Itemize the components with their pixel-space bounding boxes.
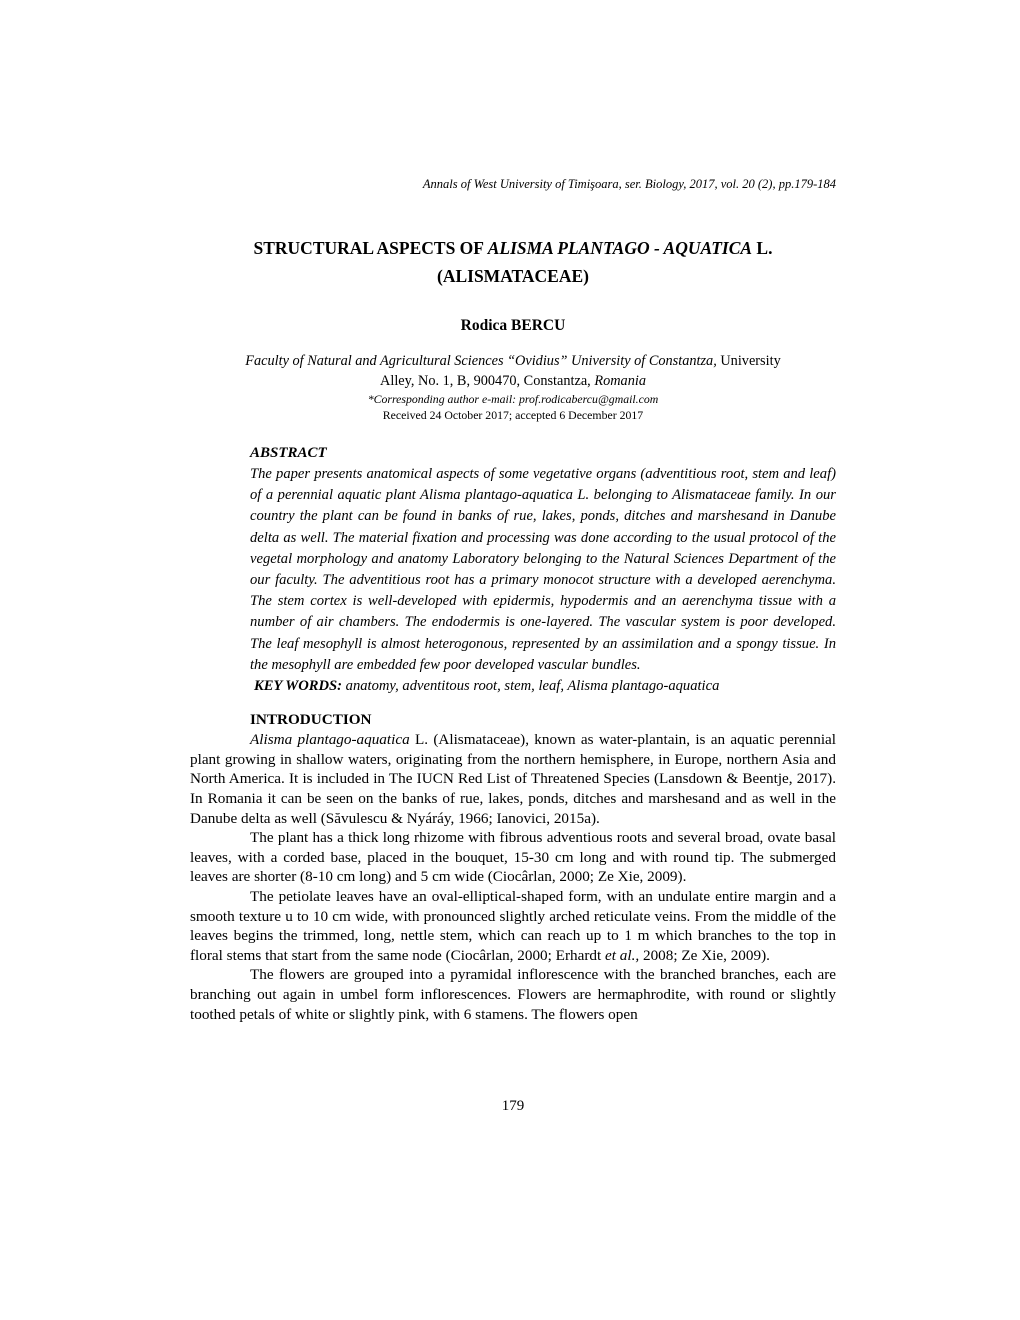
introduction-heading: INTRODUCTION xyxy=(250,711,372,729)
page-number: 179 xyxy=(501,1098,525,1114)
abstract-heading: ABSTRACT xyxy=(250,445,327,461)
keywords-line xyxy=(250,676,836,697)
page-content xyxy=(190,0,836,1024)
intro-paragraph-4: The flowers are grouped into a pyramidal inflorescence with the branched branches, each are branching out again in umbel form inflorescences. Flowers are hermaphrodite, with round or slightly toothed petals of white or slightly pink, with 6 stamens. The flowers open xyxy=(190,966,836,1023)
paper-title xyxy=(190,234,836,290)
affiliation-block xyxy=(190,352,836,423)
journal-citation: Annals of West University of Timişoara, ser. Biology, 2017, vol. 20 (2), pp.179-184 xyxy=(422,177,836,191)
keywords-text: anatomy, adventitous root, stem, leaf, Alisma plantago-aquatica xyxy=(342,678,720,695)
received-accepted-line: Received 24 October 2017; accepted 6 December 2017 xyxy=(382,408,644,422)
corresponding-author-email: *Corresponding author e-mail: prof.rodicabercu@gmail.com xyxy=(367,392,659,406)
affiliation-line1: Faculty of Natural and Agricultural Sciences “Ovidius” University of Constantza, University xyxy=(245,353,781,369)
intro-paragraph-1: Alisma plantago-aquatica L. (Alismataceae), known as water-plantain, is an aquatic perennial plant growing in shallow waters, originating from the northern hemisphere, in Europe, northern Asia and North America. It is included in The IUCN Red List of Threatened Species (Lansdown & Beentje, 2017). In Romania it can be seen on the banks of rue, lakes, ponds, ditches and marshesand and as well in the Danube delta as well (Săvulescu & Nyáráy, 1966; Ianovici, 2015a). xyxy=(190,731,836,827)
species-name-title: ALISMA PLANTAGO - AQUATICA xyxy=(487,238,753,258)
author-name: Rodica BERCU xyxy=(460,317,566,334)
paper-title-line1: STRUCTURAL ASPECTS OF ALISMA PLANTAGO - AQUATICA L. xyxy=(253,238,773,258)
abstract-section xyxy=(250,443,836,697)
abstract-text: The paper presents anatomical aspects of some vegetative organs (adventitious root, stem and leaf) of a perennial aquatic plant Alisma plantago-aquatica L. belonging to Alismataceae family. In our country the plant can be found in banks of rue, lakes, ponds, ditches and marshesand in Danube delta as well. The material fixation and processing was done according to the usual protocol of the vegetal morphology and anatomy Laboratory belonging to the Natural Sciences Department of the our faculty. The adventitious root has a primary monocot structure with a developed aerenchyma. The stem cortex is well-developed with epidermis, hypodermis and an aerenchyma tissue with a number of air chambers. The endodermis is one-layered. The vascular system is poor developed. The leaf mesophyll is almost heterogonous, represented by an assimilation and a spongy tissue. In the mesophyll are embedded few poor developed vascular bundles. xyxy=(250,466,836,673)
intro-paragraph-3: The petiolate leaves have an oval-elliptical-shaped form, with an undulate entire margin and a smooth texture u to 10 cm wide, with pronounced slightly arched reticulate veins. From the middle of the leaves begins the trimmed, long, nettle stem, which can reach up to 1 m which branches to the top in floral stems that start from the same node (Ciocârlan, 2000; Erhardt et al., 2008; Ze Xie, 2009). xyxy=(190,887,836,964)
intro-paragraph-2: The plant has a thick long rhizome with fibrous adventious roots and several broad, ovate basal leaves, with a corded base, placed in the bouquet, 15-30 cm long and with round tip. The submerged leaves are shorter (8-10 cm long) and 5 cm wide (Ciocârlan, 2000; Ze Xie, 2009). xyxy=(190,829,836,886)
affiliation-line2: Alley, No. 1, B, 900470, Constantza, Romania xyxy=(380,372,646,389)
species-name: Alisma plantago-aquatica xyxy=(250,731,410,749)
keywords-label: KEY WORDS: xyxy=(254,678,342,695)
paper-title-line2: (ALISMATACEAE) xyxy=(437,266,589,286)
et-al-citation: et al., xyxy=(605,946,640,964)
